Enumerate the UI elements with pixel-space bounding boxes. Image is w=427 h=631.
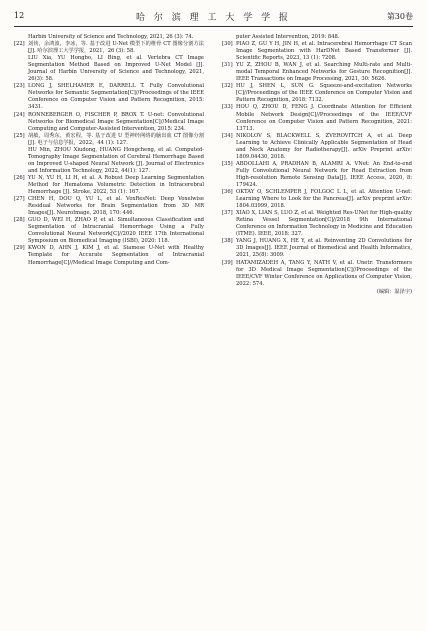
reference-entry bbox=[222, 41, 412, 62]
reference-number: [26] bbox=[14, 174, 25, 181]
reference-entry bbox=[14, 112, 204, 133]
reference-entry bbox=[222, 189, 412, 210]
reference-text: NIKOLOV S, BLACKWELL S, ZVEROVITCH A, et al. Deep Learning to Achieve Clinically Applicable Segmentation of Head and Neck Anatomy for Radiotherapy[J]. arXiv Preprint arXiv: 1809.04430, 2018. bbox=[236, 132, 412, 160]
reference-text: YANG J, HUANG X, HE Y, et al. Reinventing 2D Convolutions for 3D Images[J]. IEEE Journal of Biomedical and Health Informatics, 2021, 25(8): 3009. bbox=[236, 238, 412, 259]
reference-text: HU J, SHEN L, SUN G. Squeeze-and-excitation Networks [C]//Proceedings of the IEEE Conference on Computer Vision and Pattern Recognition, 2018: 7132. bbox=[236, 83, 412, 104]
reference-text: puter Assisted Intervention, 2019: 848. bbox=[236, 34, 340, 40]
reference-number: [32] bbox=[222, 83, 233, 90]
reference-entry bbox=[14, 245, 204, 266]
reference-entry bbox=[14, 175, 204, 196]
reference-text: YU N, YU H, LI H, et al. A Robust Deep Learning Segmentation Method for Hematoma Volumetric Detection in Intracerebral Hemorrhage [J]. Stroke, 2022, 53 (1): 167. bbox=[28, 174, 204, 196]
reference-entry bbox=[222, 62, 412, 83]
reference-text: HATAMIZADEH A, TANG Y, NATH V, et al. Unetr: Transformers for 3D Medical Image Segmentation[C]//Proceedings of the IEEE/CVF Winter Conference on Applications of Computer Vision, 2022: 574. bbox=[236, 259, 412, 287]
reference-entry bbox=[14, 217, 204, 245]
reference-text: GUO D, WEI H, ZHAO P, et al. Simultaneous Classification and Segmentation of Intracranial Hemorrhage Using a Fully Convolutional Neural Network[C]//2020 IEEE 17th International Symposium on Biomedical Imaging (ISBI), 2020: 118. bbox=[28, 217, 204, 245]
reference-text: CHEN H, DOU Q, YU L, et al. VoxResNet: Deep Voxelwise Residual Networks for Brain Segmentation from 3D MR Images[J]. NeuroImage, 2018, 170: 446. bbox=[28, 196, 204, 217]
reference-entry bbox=[14, 55, 204, 83]
reference-number: [23] bbox=[14, 83, 25, 90]
reference-number: [31] bbox=[222, 62, 233, 69]
reference-entry bbox=[14, 83, 204, 111]
reference-text: KWON D, AHN J, KIM J, et al. Siamese U-Net with Healthy Template for Accurate Segmentation of Intracranial Hemorrhage[C]//Medical Image Computing and Com- bbox=[28, 245, 204, 266]
reference-number: [33] bbox=[222, 104, 233, 111]
reference-entry bbox=[222, 34, 412, 41]
reference-text: 刘侠，余鸿波，李冰，等. 基于改进 U-Net 模型下的椎骨 CT 图像分割方法[J]. 哈尔滨理工大学学报，2021，26 (3): 58. bbox=[28, 41, 204, 55]
reference-number: [37] bbox=[222, 210, 233, 217]
reference-number: [36] bbox=[222, 189, 233, 196]
reference-text: Harbin University of Science and Technology, 2021, 26 (3): 74. bbox=[28, 34, 194, 40]
reference-text: XIAO X, LIAN S, LUO Z, et al. Weighted Res-UNet for High-quality Retina Vessel Segmentation[C]//2018 9th International Conference on Information Technology in Medicine and Education (ITME). IEEE, 2018: 327. bbox=[236, 210, 412, 238]
page-number: 12 bbox=[14, 11, 25, 20]
reference-entry bbox=[222, 260, 412, 288]
reference-entry bbox=[222, 133, 412, 161]
reference-entry bbox=[14, 196, 204, 217]
reference-number: [30] bbox=[222, 41, 233, 48]
reference-text: ABDOLLAHI A, PRADHAN B, ALAMRI A. VNet: An End-to-end Fully Convolutional Neural Network for Road Extraction from High-resolution Remote Sensing Data[J]. IEEE Access, 2020, 8: 179424. bbox=[236, 160, 412, 188]
reference-text: 胡敏，周秀东，黄宏程，等. 基于改进 U 型神经网络的脑出血 CT 图像分割[J]. 电子与信息学报，2022，44 (1): 127. bbox=[28, 132, 204, 146]
reference-entry bbox=[14, 133, 204, 147]
reference-number: [35] bbox=[222, 160, 233, 167]
journal-title: 哈 尔 滨 理 工 大 学 学 报 bbox=[136, 13, 291, 23]
reference-text: HU Min, ZHOU Xiudong, HUANG Hongcheng, et al. Computed-Tomography Image Segmentation of Cerebral Hemorrhage Based on Improved U-shaped Neural Network [J]. Journal of Electronics and Information Technology, 2022, 44(1): 127. bbox=[28, 146, 204, 174]
reference-entry bbox=[14, 34, 204, 41]
page-header bbox=[14, 8, 413, 27]
reference-number: [28] bbox=[14, 217, 25, 224]
references-left-column bbox=[14, 34, 204, 267]
reference-entry bbox=[222, 161, 412, 189]
reference-text: LONG J, SHELHAMER E, DARRELL T. Fully Convolutional Networks for Semantic Segmentation[C]//Proceedings of the IEEE Conference on Computer Vision and Pattern Recognition, 2015: 3431. bbox=[28, 83, 204, 111]
reference-number: [24] bbox=[14, 111, 25, 118]
reference-entry bbox=[222, 238, 412, 259]
reference-text: YU Z, ZHOU B, WAN J, et al. Searching Multi-rate and Multi-modal Temporal Enhanced Networks for Gesture Recognition[J]. IEEE Transactions on Image Processing, 2021, 30: 5626. bbox=[236, 62, 412, 83]
reference-text: LIU Xia, YU Hongbo, LI Bing, et al. Vertebra CT Image Segmentation Method Based on Improved U-Net Model [J]. Journal of Harbin University of Science and Technology, 2021, 26(3): 58. bbox=[28, 55, 204, 83]
volume-label: 第30卷 bbox=[386, 12, 413, 21]
reference-text: HOU Q, ZHOU D, FENG J. Coordinate Attention for Efficient Mobile Network Design[C]//Proceedings of the IEEE/CVF Conference on Computer Vision and Pattern Recognition, 2021: 13713. bbox=[236, 104, 412, 132]
references-right-column bbox=[222, 34, 412, 296]
reference-number: [29] bbox=[14, 245, 25, 252]
reference-text: RONNEBERGER O, FISCHER P, BROX T. U-net: Convolutional Networks for Biomedical Image Segmentation[C]//Medical Image Computing and Computer-Assisted Intervention, 2015: 234. bbox=[28, 111, 204, 132]
reference-text: PIAO Z, GU Y H, JIN H, et al. Intracerebral Hemorrhage CT Scan Image Segmentation with HarDNet Based Transformer [J]. Scientific Reports, 2023, 13 (1): 7208. bbox=[236, 41, 412, 62]
reference-number: [39] bbox=[222, 259, 233, 266]
reference-entry bbox=[14, 41, 204, 55]
editor-note: (编辑：温泽宇) bbox=[376, 288, 412, 295]
reference-number: [38] bbox=[222, 238, 233, 245]
reference-entry bbox=[222, 83, 412, 104]
reference-number: [22] bbox=[14, 41, 25, 48]
reference-number: [34] bbox=[222, 132, 233, 139]
reference-text: OKTAY O, SCHLEMPER J, FOLGOC L L, et al. Attention U-net: Learning Where to Look for the Pancreas[J]. arXiv preprint arXiv: 1804.03999, 2018. bbox=[236, 189, 412, 210]
reference-entry bbox=[14, 147, 204, 175]
reference-entry bbox=[222, 210, 412, 238]
reference-number: [27] bbox=[14, 196, 25, 203]
reference-entry bbox=[222, 104, 412, 132]
reference-number: [25] bbox=[14, 132, 25, 139]
